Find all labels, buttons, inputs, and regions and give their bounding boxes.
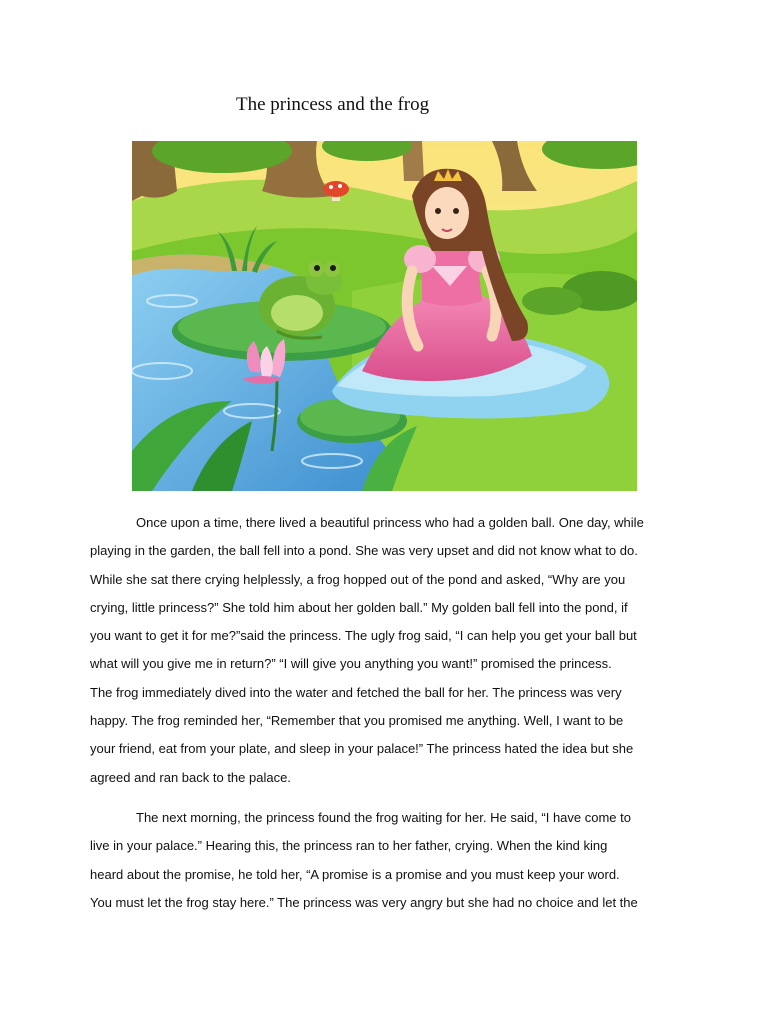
paragraph-2	[90, 804, 690, 917]
paragraph-line: happy. The frog reminded her, “Remember that you promised me anything. Well, I want to be	[90, 713, 624, 729]
bush	[522, 287, 582, 315]
story-illustration	[132, 141, 637, 491]
paragraph-line: what will you give me in return?” “I will give you anything you want!” promised the princess.	[90, 656, 612, 672]
paragraph-line: The frog immediately dived into the water and fetched the ball for her. The princess was very	[90, 684, 622, 700]
paragraph-line: playing in the garden, the ball fell into a pond. She was very upset and did not know what to do.	[90, 543, 638, 559]
page-title: The princess and the frog	[236, 94, 430, 115]
paragraph-line: While she sat there crying helplessly, a frog hopped out of the pond and asked, “Why are you	[90, 571, 626, 587]
paragraph-1	[90, 509, 690, 792]
paragraph-line: crying, little princess?” She told him about her golden ball.” My golden ball fell into the pond, if	[90, 599, 628, 615]
paragraph-line: you want to get it for me?”said the princess. The ugly frog said, “I can help you get your ball but	[90, 628, 637, 644]
paragraph-line: heard about the promise, he told her, “A promise is a promise and you must keep your word.	[90, 866, 620, 882]
paragraph-line: agreed and ran back to the palace.	[90, 769, 291, 785]
paragraph-line: live in your palace.” Hearing this, the princess ran to her father, crying. When the kind king	[90, 838, 608, 854]
paragraph-line: The next morning, the princess found the frog waiting for her. He said, “I have come to	[136, 810, 631, 825]
paragraph-line: Once upon a time, there lived a beautiful princess who had a golden ball. One day, while	[136, 515, 644, 530]
paragraph-line: You must let the frog stay here.” The princess was very angry but she had no choice and let the	[90, 894, 638, 910]
paragraph-line: your friend, eat from your plate, and sleep in your palace!” The princess hated the idea but she	[90, 741, 634, 757]
